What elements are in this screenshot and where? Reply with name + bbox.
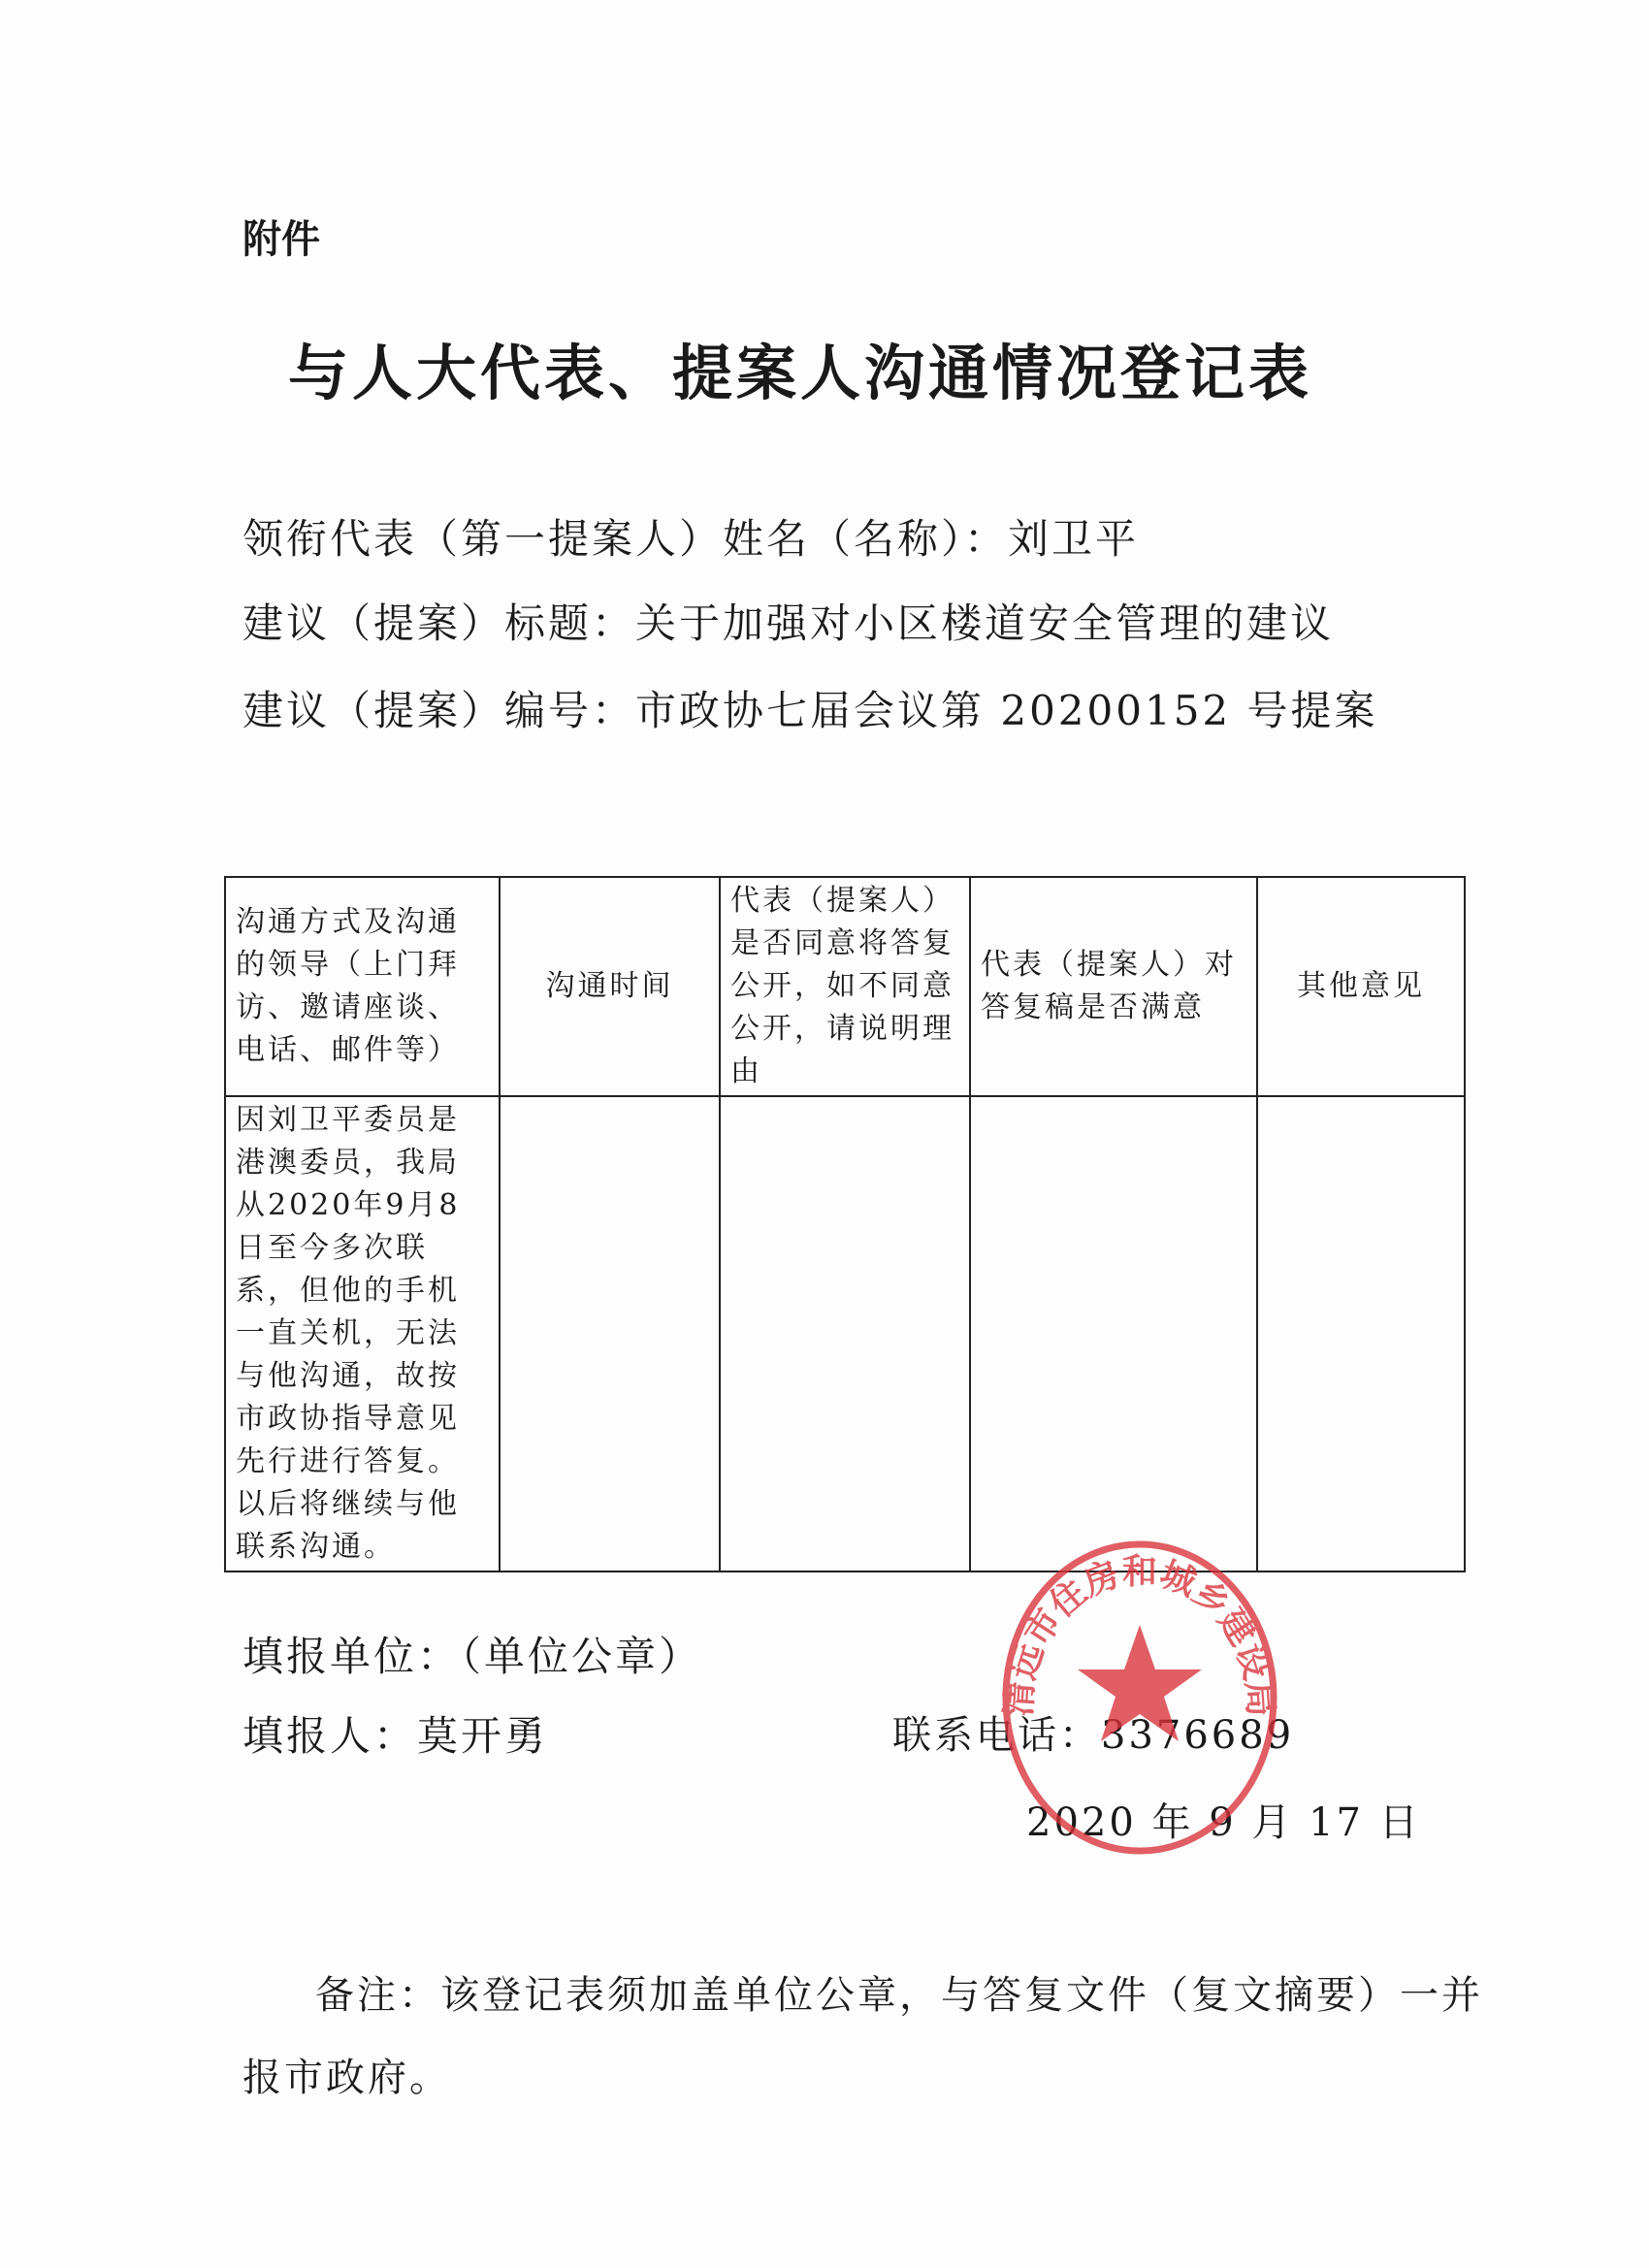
remark-line-2: 报市政府。: [242, 2056, 451, 2100]
cell-communication-time: [500, 1096, 720, 1571]
proposal-number-value: 市政协七届会议第 20200152 号提案: [635, 687, 1378, 734]
proposal-number-line: [242, 679, 1378, 737]
cell-disclosure-consent: [720, 1096, 970, 1571]
lead-representative-value: 刘卫平: [1008, 515, 1140, 563]
seal-star-icon: [1078, 1625, 1202, 1741]
table-header-row: [225, 877, 1465, 1096]
filler-line: [242, 1704, 548, 1763]
attachment-label: 附件: [242, 217, 320, 262]
proposal-title-value: 关于加强对小区楼道安全管理的建议: [635, 599, 1335, 647]
proposal-title-line: [242, 592, 1334, 650]
proposal-number-label: 建议（提案）编号：: [242, 687, 636, 734]
header-disclosure-consent: 代表（提案人）是否同意将答复公开，如不同意公开，请说明理由: [720, 877, 970, 1096]
filler-name: 莫开勇: [417, 1712, 549, 1760]
remark-line-1: 备注：该登记表须加盖单位公章，与答复文件（复文摘要）一并: [315, 1973, 1483, 2018]
official-seal: [994, 1533, 1285, 1863]
cell-satisfaction: [970, 1096, 1257, 1571]
lead-representative-line: [242, 507, 1139, 566]
cell-other-opinions: [1257, 1096, 1465, 1571]
report-date: 2020 年 9 月 17 日: [1026, 1800, 1421, 1845]
lead-representative-label: 领衔代表（第一提案人）姓名（名称）：: [242, 515, 1009, 563]
seal-text: 清远市住房和城乡建设局: [999, 1552, 1280, 1718]
contact-phone-label: 联系电话：: [892, 1713, 1101, 1758]
table-row: [225, 1096, 1465, 1571]
page-title: 与人大代表、提案人沟通情况登记表: [287, 338, 1312, 408]
communication-table: [224, 876, 1466, 1572]
contact-phone-value: 3376689: [1101, 1713, 1295, 1758]
filler-label: 填报人：: [242, 1712, 418, 1760]
header-communication-method: 沟通方式及沟通的领导（上门拜访、邀请座谈、电话、邮件等）: [225, 877, 500, 1096]
cell-communication-method: 因刘卫平委员是港澳委员，我局从2020年9月8日至今多次联系，但他的手机一直关机，无法与他沟通，故按市政协指导意见先行进行答复。以后将继续与他联系沟通。: [225, 1096, 500, 1571]
reporting-unit-label: 填报单位：（单位公章）: [242, 1633, 703, 1680]
header-other-opinions: 其他意见: [1257, 877, 1465, 1096]
header-communication-time: 沟通时间: [500, 877, 720, 1096]
proposal-title-label: 建议（提案）标题：: [242, 599, 636, 647]
header-satisfaction: 代表（提案人）对答复稿是否满意: [970, 877, 1257, 1096]
